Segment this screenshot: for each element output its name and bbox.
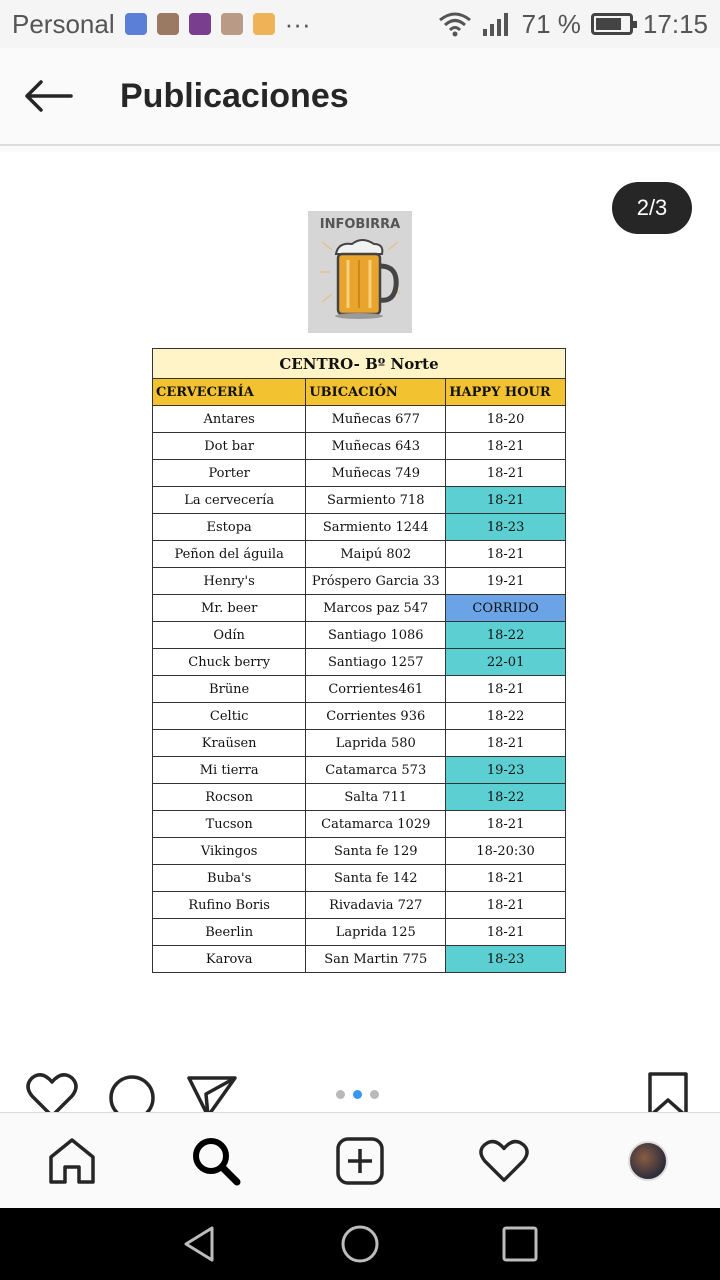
ubicacion-cell: Muñecas 643 <box>306 433 446 460</box>
ubicacion-cell: Laprida 125 <box>306 919 446 946</box>
carousel-dot <box>336 1090 345 1099</box>
table-row <box>153 892 566 919</box>
happy-hour-cell: 18-21 <box>446 460 566 487</box>
battery-percent: 71 % <box>521 8 581 39</box>
notification-icon <box>253 13 275 35</box>
carrier-label: Personal <box>12 8 115 39</box>
status-right <box>438 9 708 40</box>
cerveceria-cell: Buba's <box>153 865 306 892</box>
happy-hour-cell: 18-22 <box>446 622 566 649</box>
cerveceria-cell: Chuck berry <box>153 649 306 676</box>
table-body <box>153 406 566 973</box>
happy-hour-cell: 18-22 <box>446 703 566 730</box>
table-row <box>153 676 566 703</box>
happy-hour-cell: 19-23 <box>446 757 566 784</box>
table-row <box>153 730 566 757</box>
cerveceria-cell: Peñon del águila <box>153 541 306 568</box>
happy-hour-cell: 18-22 <box>446 784 566 811</box>
table-title: CENTRO- Bº Norte <box>153 349 566 379</box>
comment-icon[interactable] <box>106 1072 158 1112</box>
carousel-dot-active <box>353 1090 362 1099</box>
signal-icon <box>482 11 512 37</box>
cerveceria-cell: Odín <box>153 622 306 649</box>
ubicacion-cell: Santa fe 142 <box>306 865 446 892</box>
table-row <box>153 514 566 541</box>
happy-hour-table <box>152 348 566 973</box>
table-row <box>153 865 566 892</box>
ubicacion-cell: Catamarca 573 <box>306 757 446 784</box>
table-row <box>153 649 566 676</box>
cerveceria-cell: Estopa <box>153 514 306 541</box>
table-row <box>153 487 566 514</box>
ubicacion-cell: San Martin 775 <box>306 946 446 973</box>
table-row <box>153 622 566 649</box>
happy-hour-cell: 18-20:30 <box>446 838 566 865</box>
happy-hour-cell: 18-21 <box>446 433 566 460</box>
cerveceria-cell: Dot bar <box>153 433 306 460</box>
bookmark-icon[interactable] <box>646 1072 690 1112</box>
battery-icon <box>591 13 633 35</box>
send-icon[interactable] <box>186 1072 238 1112</box>
beer-mug-icon <box>318 232 402 328</box>
bottom-nav <box>0 1112 720 1208</box>
happy-hour-cell: CORRIDO <box>446 595 566 622</box>
happy-hour-cell: 18-21 <box>446 892 566 919</box>
heart-icon <box>479 1138 529 1184</box>
nav-search[interactable] <box>176 1121 256 1201</box>
table-row <box>153 811 566 838</box>
ubicacion-cell: Santiago 1086 <box>306 622 446 649</box>
happy-hour-cell: 18-23 <box>446 514 566 541</box>
table-row <box>153 703 566 730</box>
table-row <box>153 784 566 811</box>
table-row <box>153 838 566 865</box>
nav-new-post[interactable] <box>320 1121 400 1201</box>
cerveceria-cell: Brüne <box>153 676 306 703</box>
infobirra-logo <box>308 211 412 333</box>
post-image[interactable] <box>0 152 720 1072</box>
table-row <box>153 541 566 568</box>
cerveceria-cell: Kraüsen <box>153 730 306 757</box>
happy-hour-cell: 18-21 <box>446 541 566 568</box>
happy-hour-cell: 18-21 <box>446 865 566 892</box>
heart-icon[interactable] <box>26 1072 78 1112</box>
carousel-counter: 2/3 <box>612 182 692 234</box>
nav-home[interactable] <box>32 1121 112 1201</box>
cerveceria-cell: Henry's <box>153 568 306 595</box>
cerveceria-cell: Mi tierra <box>153 757 306 784</box>
arrow-left-icon <box>23 79 73 113</box>
more-notifications-icon: ··· <box>284 8 311 39</box>
ubicacion-cell: Próspero Garcia 33 <box>306 568 446 595</box>
cerveceria-cell: Karova <box>153 946 306 973</box>
system-nav-bar <box>0 1208 720 1280</box>
carousel-dot <box>370 1090 379 1099</box>
cerveceria-cell: Rocson <box>153 784 306 811</box>
page-title: Publicaciones <box>120 76 349 115</box>
table-row <box>153 919 566 946</box>
ubicacion-cell: Maipú 802 <box>306 541 446 568</box>
happy-hour-cell: 18-21 <box>446 487 566 514</box>
app-header <box>0 48 720 146</box>
column-header: CERVECERÍA <box>153 379 306 406</box>
happy-hour-cell: 18-21 <box>446 676 566 703</box>
ubicacion-cell: Corrientes 936 <box>306 703 446 730</box>
notification-icon <box>189 13 211 35</box>
back-button[interactable] <box>0 47 96 145</box>
cerveceria-cell: Rufino Boris <box>153 892 306 919</box>
nav-activity[interactable] <box>464 1121 544 1201</box>
column-header: HAPPY HOUR <box>446 379 566 406</box>
table-row <box>153 946 566 973</box>
ubicacion-cell: Salta 711 <box>306 784 446 811</box>
cerveceria-cell: Tucson <box>153 811 306 838</box>
happy-hour-cell: 18-20 <box>446 406 566 433</box>
column-header: UBICACIÓN <box>306 379 446 406</box>
post-action-bar <box>0 1072 720 1112</box>
table-row <box>153 460 566 487</box>
happy-hour-cell: 18-23 <box>446 946 566 973</box>
ubicacion-cell: Muñecas 749 <box>306 460 446 487</box>
carousel-dots <box>336 1090 379 1099</box>
logo-text: INFOBIRRA <box>319 217 401 232</box>
cerveceria-cell: La cervecería <box>153 487 306 514</box>
ubicacion-cell: Sarmiento 718 <box>306 487 446 514</box>
wifi-icon <box>438 11 472 37</box>
cerveceria-cell: Mr. beer <box>153 595 306 622</box>
happy-hour-cell: 18-21 <box>446 919 566 946</box>
notification-icon <box>221 13 243 35</box>
home-icon <box>47 1137 97 1185</box>
ubicacion-cell: Corrientes461 <box>306 676 446 703</box>
ubicacion-cell: Catamarca 1029 <box>306 811 446 838</box>
nav-profile[interactable] <box>608 1121 688 1201</box>
ubicacion-cell: Rivadavia 727 <box>306 892 446 919</box>
avatar <box>628 1141 668 1181</box>
cerveceria-cell: Beerlin <box>153 919 306 946</box>
ubicacion-cell: Marcos paz 547 <box>306 595 446 622</box>
cerveceria-cell: Celtic <box>153 703 306 730</box>
status-left <box>12 9 311 40</box>
notification-icon <box>125 13 147 35</box>
notification-icon <box>157 13 179 35</box>
clock: 17:15 <box>642 8 708 39</box>
ubicacion-cell: Sarmiento 1244 <box>306 514 446 541</box>
add-post-icon <box>335 1136 385 1186</box>
table-row <box>153 433 566 460</box>
system-recents-icon[interactable] <box>500 1224 540 1264</box>
table-row <box>153 595 566 622</box>
table-row <box>153 406 566 433</box>
happy-hour-cell: 18-21 <box>446 811 566 838</box>
table-row <box>153 568 566 595</box>
ubicacion-cell: Santa fe 129 <box>306 838 446 865</box>
system-home-icon[interactable] <box>340 1224 380 1264</box>
happy-hour-cell: 19-21 <box>446 568 566 595</box>
happy-hour-cell: 18-21 <box>446 730 566 757</box>
ubicacion-cell: Muñecas 677 <box>306 406 446 433</box>
happy-hour-cell: 22-01 <box>446 649 566 676</box>
cerveceria-cell: Antares <box>153 406 306 433</box>
ubicacion-cell: Laprida 580 <box>306 730 446 757</box>
search-icon <box>191 1136 241 1186</box>
cerveceria-cell: Vikingos <box>153 838 306 865</box>
system-back-icon[interactable] <box>180 1224 220 1264</box>
cerveceria-cell: Porter <box>153 460 306 487</box>
table-row <box>153 757 566 784</box>
status-bar <box>0 0 720 48</box>
ubicacion-cell: Santiago 1257 <box>306 649 446 676</box>
